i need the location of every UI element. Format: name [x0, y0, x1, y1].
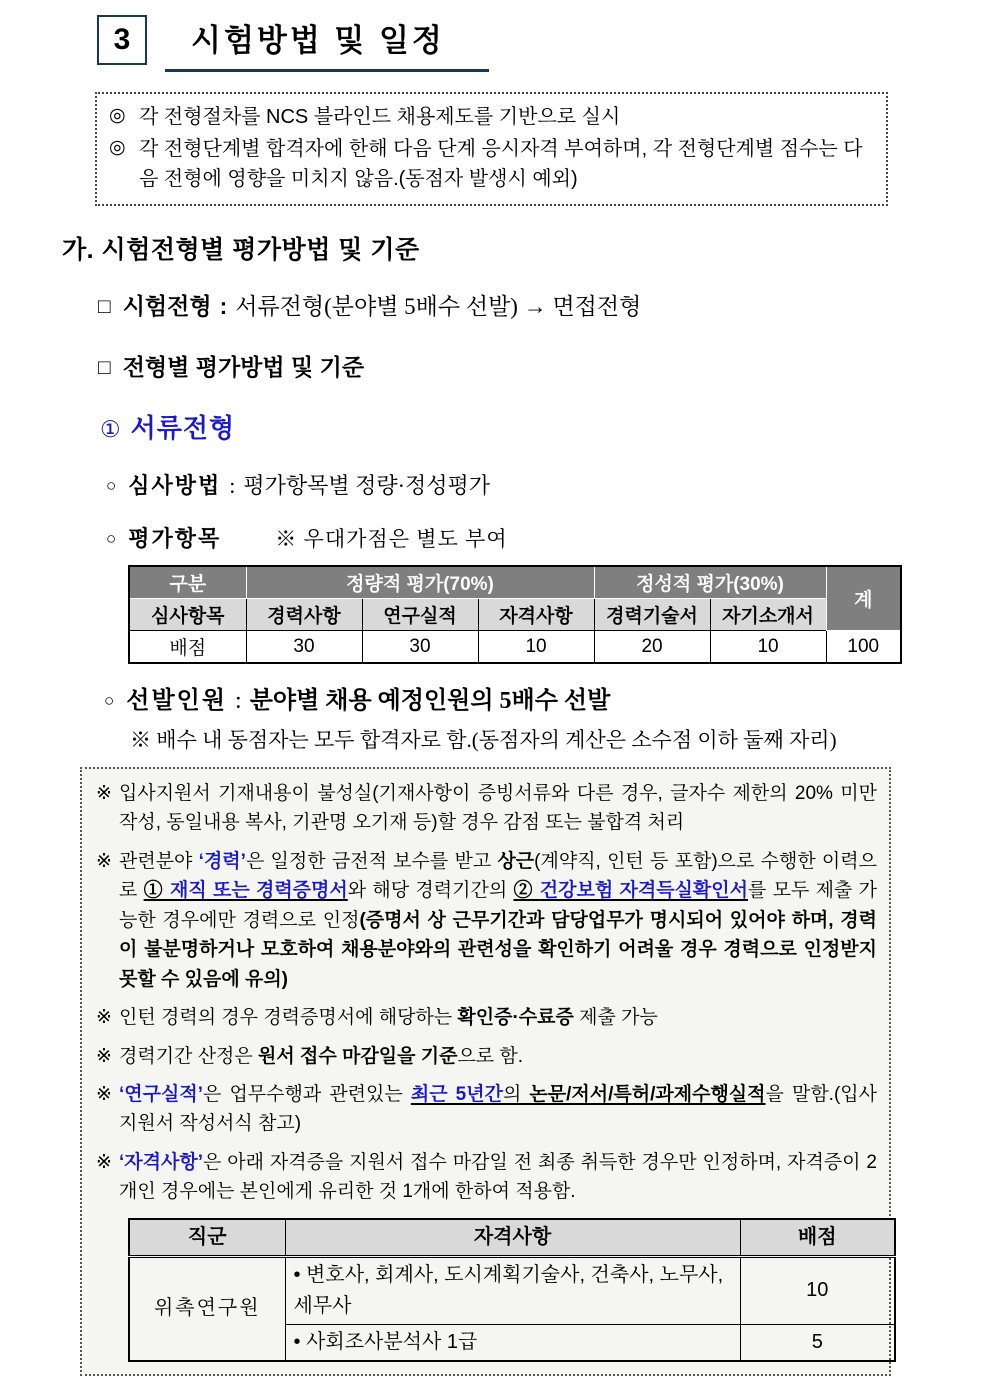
note [96, 847, 877, 994]
section-title-underline [165, 13, 489, 72]
note-text: 인턴 경력의 경우 경력증명서에 해당하는 [119, 1007, 458, 1029]
underlined-phrase [513, 880, 748, 901]
review-method-label: 심사방법 [128, 473, 222, 498]
table-header-cell: 자격사항 [285, 1219, 740, 1257]
note-text: (계약직, 인턴 등 포함)으로 수행한 이력으로 [119, 850, 877, 902]
table-row [129, 1219, 895, 1257]
circled-number-icon: ① [100, 416, 121, 442]
section-number-box [97, 15, 147, 65]
note-text: 은 아래 자격증을 지원서 접수 마감일 전 최종 취득한 경우만 인정하며, 자격증이 2개인 경우에는 본인에게 유리한 것 1개에 한하여 적용함. [119, 1151, 877, 1203]
double-circle-bullet-icon: ◎ [109, 137, 126, 158]
criteria-heading-line [98, 349, 992, 382]
reference-mark-icon: ※ [96, 1151, 112, 1173]
bold-term: 확인증·수료증 [457, 1007, 574, 1029]
table-header-cell: 구분 [129, 566, 246, 599]
table-row [129, 1256, 895, 1324]
table-header-cell: 자기소개서 [710, 599, 826, 631]
document-screening-heading [100, 408, 992, 445]
table-cell: 10 [710, 631, 826, 664]
circle-bullet-icon: ○ [104, 691, 115, 710]
table-row [129, 631, 901, 664]
bold-term: 원서 접수 마감일을 기준 [258, 1045, 458, 1067]
note [96, 1148, 877, 1207]
eval-items-note-text: 우대가점은 별도 부여 [303, 527, 508, 551]
eval-items-line [106, 522, 992, 553]
tie-note [130, 724, 992, 754]
note-text: 은 업무수행과 관련있는 [202, 1083, 411, 1105]
notice-item [107, 102, 874, 132]
reference-mark-icon: ※ [96, 783, 112, 804]
eval-items-label: 평가항목 [128, 526, 222, 551]
notes-box [80, 767, 891, 1376]
bold-term: 논문/저서/특허/과제수행실적 [529, 1083, 766, 1105]
note-text: 을 말함.(입사지원서 작성서식 참고) [119, 1083, 877, 1135]
table-row [129, 566, 901, 599]
bold-term: 상근 [497, 850, 535, 872]
note-text: 은 일정한 금전적 보수를 받고 [245, 850, 498, 872]
table-header-cell-total: 계 [826, 566, 901, 631]
criteria-heading-label: 전형별 평가방법 및 기준 [122, 354, 365, 380]
circle-bullet-icon: ○ [106, 476, 117, 495]
table-cell: 30 [246, 631, 362, 664]
highlighted-term: 건강보험 자격득실확인서 [539, 880, 748, 902]
evaluation-score-table [128, 565, 902, 664]
square-bullet-icon: □ [98, 356, 111, 379]
table-header-cell: 심사항목 [129, 599, 246, 631]
reference-mark-icon: ※ [96, 850, 112, 872]
table-header-cell: 경력기술서 [594, 599, 710, 631]
table-cell: 배점 [129, 631, 246, 664]
table-row [129, 599, 901, 631]
table-cell: 10 [478, 631, 594, 664]
reference-mark-icon: ※ [96, 1045, 112, 1067]
table-header-cell: 직군 [129, 1219, 285, 1257]
circled-number-icon: ① [143, 880, 170, 902]
table-cell: 100 [826, 631, 901, 664]
highlighted-term: 최근 5년간 [410, 1083, 503, 1105]
exam-type-value: 서류전형(분야별 5배수 선발) → 면접전형 [235, 294, 642, 319]
note-text: 와 해당 경력기간의 [347, 880, 514, 902]
table-cell: • 변호사, 회계사, 도시계획기술사, 건축사, 노무사, 세무사 [285, 1256, 740, 1324]
double-circle-bullet-icon: ◎ [109, 105, 126, 126]
note [96, 779, 877, 838]
circled-number-icon: ② [513, 880, 540, 902]
note [96, 1042, 877, 1071]
note-text: 를 모두 제출 가능한 경우에만 경력으로 인정 [119, 880, 877, 931]
tie-note-text: 배수 내 동점자는 모두 합격자로 함.(동점자의 계산은 소수점 이하 둘째 자리) [156, 728, 837, 752]
review-method-line [106, 469, 992, 500]
reference-mark-icon: ※ [130, 728, 151, 752]
square-bullet-icon: □ [98, 295, 111, 318]
colon: : [219, 293, 228, 319]
table-header-cell: 경력사항 [246, 599, 362, 631]
note-text: 입사지원서 기재내용이 불성실(기재사항이 증빙서류와 다른 경우, 글자수 제한의 20% 미만 작성, 동일내용 복사, 기관명 오기재 등)할 경우 감점 또는 불합격 처리 [119, 783, 877, 834]
table-cell: 30 [362, 631, 478, 664]
document-screening-title: 서류전형 [130, 413, 236, 443]
table-cell: • 사회조사분석사 1급 [285, 1324, 740, 1361]
highlighted-term: ‘자격사항’ [119, 1151, 203, 1173]
table-cell: 5 [740, 1324, 895, 1361]
note-text: 경력기간 산정은 [119, 1045, 259, 1067]
subsection-heading: 가. 시험전형별 평가방법 및 기준 [62, 236, 420, 264]
selection-value: 분야별 채용 예정인원의 5배수 선발 [249, 688, 611, 714]
note-text: 관련분야 [119, 850, 199, 872]
reference-mark-icon: ※ [96, 1007, 112, 1029]
circle-bullet-icon: ○ [106, 529, 117, 548]
table-header-cell: 정량적 평가(70%) [246, 566, 594, 599]
note [96, 1080, 877, 1139]
selection-label: 선발인원 [126, 688, 228, 714]
highlighted-term: 재직 또는 경력증명서 [169, 880, 348, 902]
reference-mark-icon: ※ [96, 1083, 112, 1105]
exam-type-line [98, 288, 992, 321]
underlined-phrase [144, 880, 348, 901]
highlighted-term: ‘연구실적’ [119, 1083, 203, 1105]
selection-line [104, 680, 992, 715]
qualification-score-table [128, 1218, 896, 1362]
table-cell: 10 [740, 1256, 895, 1324]
note-text: 의 [502, 1083, 530, 1105]
table-header-cell: 정성적 평가(30%) [594, 566, 826, 599]
note-text: 제출 가능 [573, 1007, 658, 1029]
notice-box [95, 92, 888, 206]
bold-text: (증명서 상 근무기간과 담당업무가 명시되어 있어야 하며, 경력이 불분명하거나 모호하여 채용분야와의 관련성을 확인하기 어려울 경우 경력으로 인정받지 못할 수 있음에 유의) [119, 909, 877, 990]
review-method-value: 평가항목별 정량·정성평가 [243, 473, 491, 498]
note [96, 1003, 877, 1032]
table-cell-group: 위촉연구원 [129, 1256, 285, 1361]
notice-text: 각 전형단계별 합격자에 한해 다음 단계 응시자격 부여하며, 각 전형단계별 점수는 다음 전형에 영향을 미치지 않음.(동점자 발생시 예외) [139, 138, 863, 190]
table-header-cell: 연구실적 [362, 599, 478, 631]
eval-items-note [275, 527, 507, 551]
notice-text: 각 전형절차를 NCS 블라인드 채용제도를 기반으로 실시 [139, 106, 621, 128]
colon: : [235, 688, 242, 714]
table-header-cell: 자격사항 [478, 599, 594, 631]
colon: : [229, 473, 236, 498]
table-cell: 20 [594, 631, 710, 664]
reference-mark-icon: ※ [275, 527, 298, 551]
table-header-cell: 배점 [740, 1219, 895, 1257]
section-header [97, 13, 992, 72]
note-text: 으로 함. [457, 1045, 524, 1067]
notice-item [107, 134, 874, 194]
underlined-phrase [411, 1084, 766, 1105]
page-title: 시험방법 및 일정 [191, 23, 445, 58]
exam-type-label: 시험전형 [122, 293, 212, 319]
highlighted-term: ‘경력’ [198, 850, 246, 872]
section-number: 3 [113, 23, 131, 56]
